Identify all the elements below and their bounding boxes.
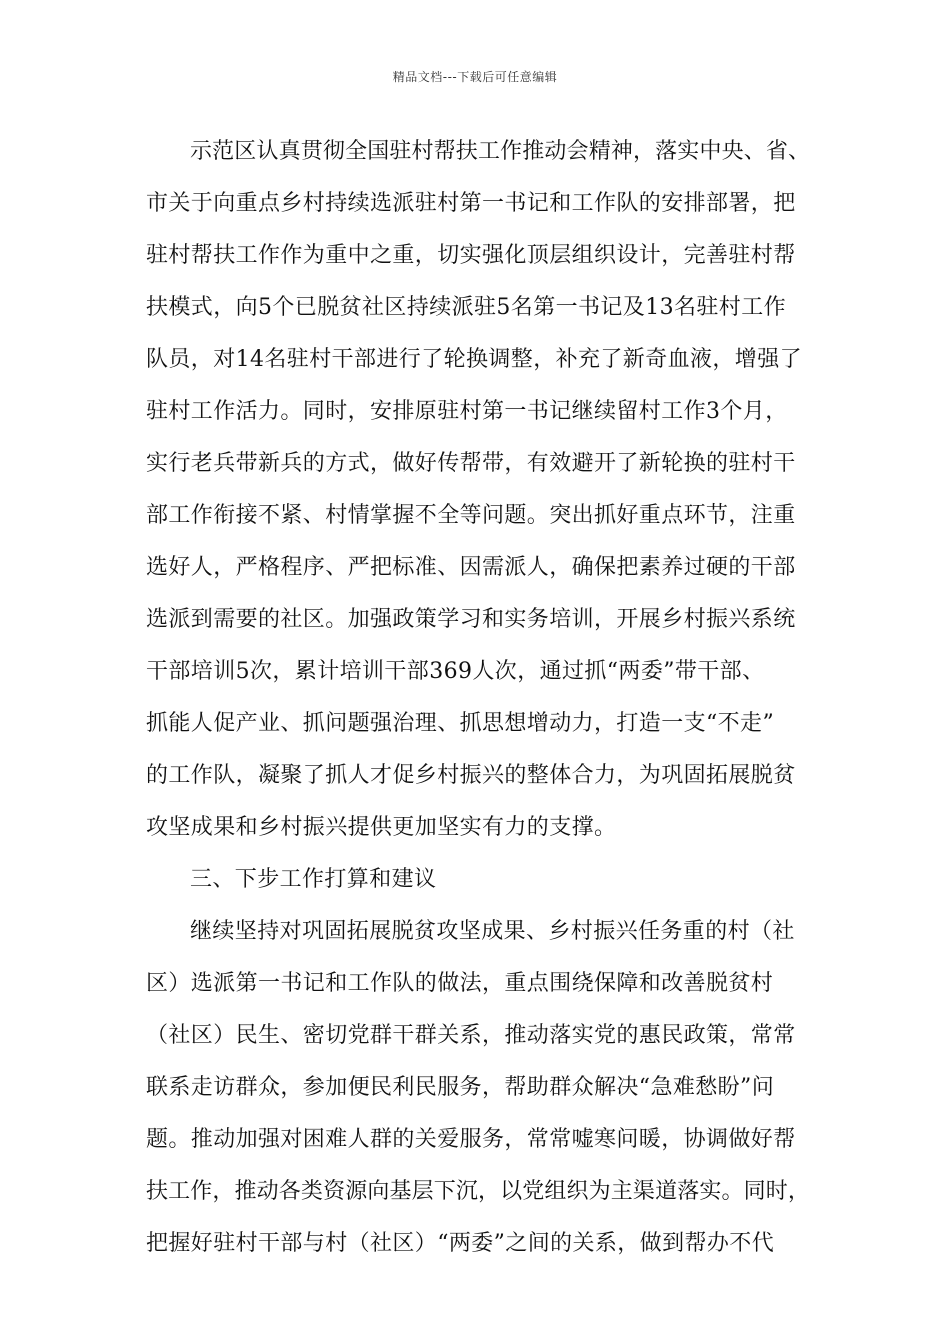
text-line: 示范区认真贯彻全国驻村帮扶工作推动会精神，落实中央、省、 [190, 139, 811, 164]
text-line: 市关于向重点乡村持续选派驻村第一书记和工作队的安排部署，把 [146, 191, 796, 216]
text-line: 联系走访群众，参加便民利民服务，帮助群众解决“急难愁盼”问 [146, 1075, 775, 1100]
text-line: 干部培训5次，累计培训干部369人次，通过抓“两委”带干部、 [146, 659, 765, 684]
text-line: 攻坚成果和乡村振兴提供更加坚实有力的支撑。 [146, 815, 617, 840]
text-line: 的工作队，凝聚了抓人才促乡村振兴的整体合力，为巩固拓展脱贫 [146, 763, 796, 788]
text-line: 区）选派第一书记和工作队的做法，重点围绕保障和改善脱贫村 [146, 971, 774, 996]
text-line: 选好人，严格程序、严把标准、因需派人，确保把素养过硬的干部 [146, 555, 796, 580]
text-line: 扶工作，推动各类资源向基层下沉，以党组织为主渠道落实。同时， [146, 1179, 811, 1204]
text-line: 实行老兵带新兵的方式，做好传帮带，有效避开了新轮换的驻村干 [146, 451, 796, 476]
body-text [146, 126, 810, 1270]
text-line: 队员，对14名驻村干部进行了轮换调整，补充了新奇血液，增强了 [146, 347, 802, 372]
text-line: 三、下步工作打算和建议 [190, 867, 437, 892]
text-line: 把握好驻村干部与村（社区）“两委”之间的关系，做到帮办不代 [146, 1231, 775, 1256]
page-header: 精品文档---下载后可任意编辑 [392, 70, 558, 84]
text-line: 驻村工作活力。同时，安排原驻村第一书记继续留村工作3个月， [146, 399, 788, 424]
text-line: 选派到需要的社区。加强政策学习和实务培训，开展乡村振兴系统 [146, 607, 796, 632]
text-line: 继续坚持对巩固拓展脱贫攻坚成果、乡村振兴任务重的村（社 [190, 919, 795, 944]
text-line: （社区）民生、密切党群干群关系，推动落实党的惠民政策，常常 [146, 1023, 796, 1048]
text-line: 题。推动加强对困难人群的关爱服务，常常嘘寒问暖，协调做好帮 [146, 1127, 796, 1152]
text-line: 抓能人促产业、抓问题强治理、抓思想增动力，打造一支“不走” [146, 711, 775, 736]
text-line: 部工作衔接不紧、村情掌握不全等问题。突出抓好重点环节，注重 [146, 503, 796, 528]
text-line: 驻村帮扶工作作为重中之重，切实强化顶层组织设计，完善驻村帮 [146, 243, 796, 268]
text-line: 扶模式，向5个已脱贫社区持续派驻5名第一书记及13名驻村工作 [146, 295, 786, 320]
